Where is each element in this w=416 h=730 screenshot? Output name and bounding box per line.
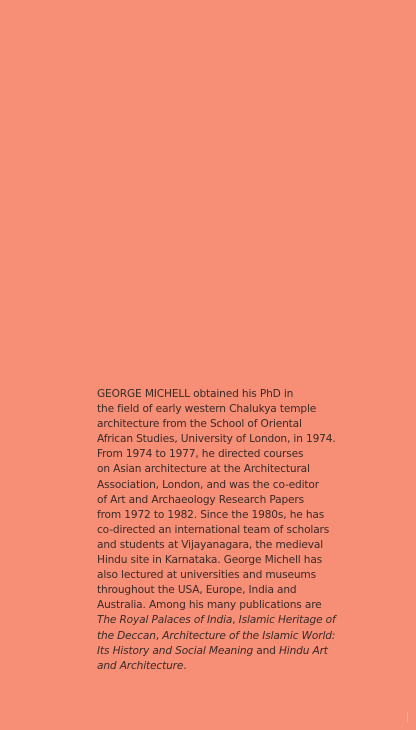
- book-title-hindu-art-part-2: and Architecture: [97, 659, 184, 672]
- book-title-islamic-heritage-part-2: the Deccan: [97, 629, 156, 642]
- bio-line-2: the field of early western Chalukya temple: [97, 403, 317, 416]
- bio-line-7: Association, London, and was the co-editor: [97, 478, 319, 491]
- bio-line-4: African Studies, University of London, in 1974.: [97, 433, 336, 446]
- bio-line-1: GEORGE MICHELL obtained his PhD in: [97, 388, 294, 400]
- separator: ,: [155, 629, 163, 642]
- period: .: [183, 659, 187, 672]
- bio-line-11: and students at Vijayanagara, the medieval: [97, 538, 324, 551]
- bio-line-8: of Art and Archaeology Research Papers: [97, 493, 304, 506]
- bio-line-6: on Asian architecture at the Architectural: [97, 463, 310, 476]
- bio-line-16: [97, 613, 397, 628]
- bio-line-5: From 1974 to 1977, he directed courses: [97, 448, 304, 461]
- edge-mark: [407, 712, 408, 722]
- book-title-islamic-heritage-part-1: Islamic Heritage of: [238, 614, 336, 627]
- bio-line-12: Hindu site in Karnataka. George Michell has: [97, 554, 323, 567]
- author-bio: [97, 387, 397, 674]
- bio-line-19: [97, 659, 397, 674]
- bio-line-18: [97, 644, 397, 659]
- bio-line-3: architecture from the School of Oriental: [97, 418, 302, 431]
- bio-line-17: [97, 629, 397, 644]
- book-title-royal-palaces: The Royal Palaces of India: [97, 614, 233, 627]
- book-title-architecture-islamic-world-part-2: Its History and Social Meaning: [97, 644, 254, 657]
- bio-line-15: Australia. Among his many publications are: [97, 599, 322, 612]
- conjunction: and: [253, 644, 279, 657]
- bio-line-9: from 1972 to 1982. Since the 1980s, he has: [97, 508, 325, 521]
- bio-line-10: co-directed an international team of scholars: [97, 523, 330, 536]
- book-title-architecture-islamic-world-part-1: Architecture of the Islamic World:: [162, 629, 336, 642]
- bio-line-14: throughout the USA, Europe, India and: [97, 584, 297, 597]
- separator: ,: [232, 614, 239, 627]
- book-title-hindu-art-part-1: Hindu Art: [278, 644, 328, 657]
- bio-line-13: also lectured at universities and museums: [97, 569, 316, 582]
